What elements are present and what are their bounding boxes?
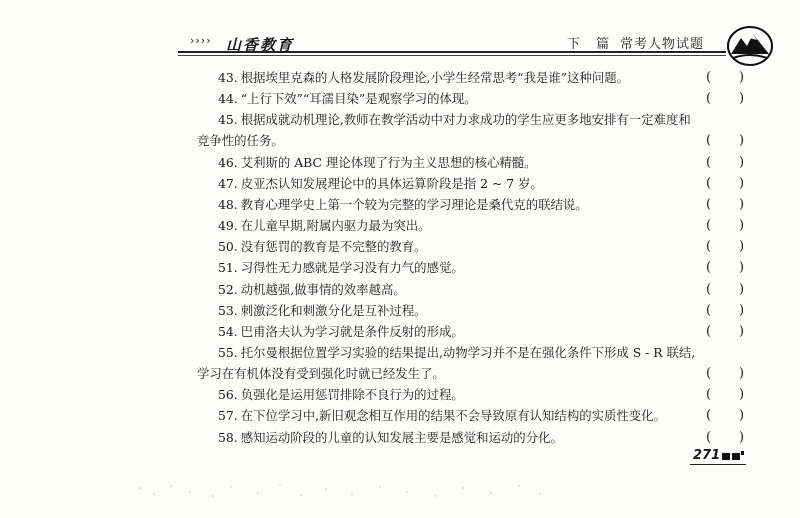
question-text: 动机越强,做事情的效率越高。: [240, 281, 406, 297]
question-line: [218, 112, 691, 128]
answer-blank-close: ): [739, 260, 745, 276]
page-number: 271: [693, 448, 721, 463]
brand-dots: ››››: [190, 34, 212, 47]
question-number: 45.: [218, 112, 238, 128]
answer-blank-open: (: [706, 133, 712, 149]
answer-blank-open: (: [706, 260, 712, 276]
question-line: [218, 430, 563, 446]
answer-blank-open: (: [706, 196, 712, 212]
brand-name: 山香教育: [226, 36, 295, 54]
answer-blank-close: ): [739, 154, 745, 170]
answer-blank-open: (: [706, 408, 712, 424]
question-number: 54.: [218, 323, 238, 339]
question-text: 巴甫洛夫认为学习就是条件反射的形成。: [240, 323, 464, 339]
question-text: 没有惩罚的教育是不完整的教育。: [240, 239, 427, 255]
question-number: 57.: [218, 408, 238, 424]
answer-blank-open: (: [706, 281, 712, 297]
answer-blank-open: (: [706, 323, 712, 339]
question-number: 44.: [218, 91, 238, 107]
page-header: [0, 0, 800, 62]
question-text: 刺激泛化和刺激分化是互补过程。: [240, 302, 427, 318]
question-text: 皮亚杰认知发展理论中的具体运算阶段是指 2 ~ 7 岁。: [240, 175, 543, 191]
page-corner-mark-icon: [722, 451, 744, 461]
answer-blank-close: ): [739, 196, 745, 212]
question-number: 58.: [218, 429, 238, 445]
answer-blank-open: (: [706, 429, 712, 445]
question-line: [218, 408, 666, 424]
question-text: 感知运动阶段的儿童的认知发展主要是感觉和运动的分化。: [240, 429, 563, 445]
question-text: 负强化是运用惩罚排除不良行为的过程。: [240, 387, 464, 403]
answer-blank-open: (: [706, 154, 712, 170]
question-line: [218, 218, 431, 234]
question-text: 习得性无力感就是学习没有力气的感觉。: [240, 260, 464, 276]
question-text: 竞争性的任务。: [197, 133, 284, 149]
question-line: [197, 366, 445, 382]
question-line: [218, 260, 464, 276]
question-text: 根据埃里克森的人格发展阶段理论,小学生经常思考“我是谁”这种问题。: [240, 70, 630, 85]
answer-blank-close: ): [739, 429, 745, 445]
header-rule: [178, 51, 726, 53]
answer-blank-close: ): [739, 239, 745, 255]
question-number: 56.: [218, 387, 238, 403]
answer-blank-close: ): [739, 91, 745, 107]
answer-blank-open: (: [706, 302, 712, 318]
answer-blank-close: ): [739, 281, 745, 297]
question-line: [218, 303, 427, 319]
question-text: 学习在有机体没有受到强化时就已经发生了。: [197, 366, 445, 382]
question-number: 49.: [218, 218, 238, 234]
question-line: [218, 387, 464, 403]
answer-blank-open: (: [706, 70, 712, 85]
header-rule-thin: [178, 55, 726, 56]
question-line: [218, 91, 477, 107]
answer-blank-close: ): [739, 408, 745, 424]
question-line: [218, 70, 629, 86]
question-number: 55.: [218, 344, 238, 360]
question-text: 根据成就动机理论,教师在教学活动中对力求成功的学生应更多地安排有一定难度和: [240, 112, 691, 128]
mountain-emblem-icon: [725, 24, 775, 68]
question-text: 在下位学习中,新旧观念相互作用的结果不会导致原有认知结构的实质性变化。: [240, 408, 666, 424]
question-line: [218, 282, 406, 298]
answer-blank-close: ): [739, 366, 745, 382]
question-number: 50.: [218, 239, 238, 255]
answer-blank-open: (: [706, 218, 712, 234]
answer-blank-close: ): [739, 323, 745, 339]
question-text: “上行下效”“耳濡目染”是观察学习的体现。: [240, 91, 477, 107]
question-number: 47.: [218, 175, 238, 191]
page-number-rule: [690, 464, 746, 465]
question-line: [197, 133, 284, 149]
question-number: 52.: [218, 281, 238, 297]
answer-blank-open: (: [706, 366, 712, 382]
question-line: [218, 176, 543, 192]
question-text: 托尔曼根据位置学习实验的结果提出,动物学习并不是在强化条件下形成 S - R 联结,: [240, 344, 696, 360]
scan-noise: [130, 482, 550, 500]
answer-blank-open: (: [706, 91, 712, 107]
part-label: 下 篇: [567, 37, 616, 52]
answer-blank-close: ): [739, 175, 745, 191]
question-number: 48.: [218, 196, 238, 212]
question-line: [218, 197, 588, 213]
answer-blank-close: ): [739, 70, 745, 85]
question-number: 43.: [218, 70, 238, 85]
question-text: 在儿童早期,附属内驱力最为突出。: [240, 218, 431, 234]
answer-blank-open: (: [706, 387, 712, 403]
question-text: 艾利斯的 ABC 理论体现了行为主义思想的核心精髓。: [240, 154, 537, 170]
question-line: [218, 345, 695, 361]
question-line: [218, 324, 464, 340]
answer-blank-open: (: [706, 175, 712, 191]
question-number: 51.: [218, 260, 238, 276]
section-title: 常考人物试题: [620, 37, 705, 52]
answer-blank-close: ): [739, 218, 745, 234]
answer-blank-open: (: [706, 239, 712, 255]
question-text: 教育心理学史上第一个较为完整的学习理论是桑代克的联结说。: [240, 196, 588, 212]
question-number: 53.: [218, 302, 238, 318]
question-line: [218, 239, 427, 255]
answer-blank-close: ): [739, 387, 745, 403]
answer-blank-close: ): [739, 133, 745, 149]
question-line: [218, 155, 537, 171]
answer-blank-close: ): [739, 302, 745, 318]
question-number: 46.: [218, 154, 238, 170]
